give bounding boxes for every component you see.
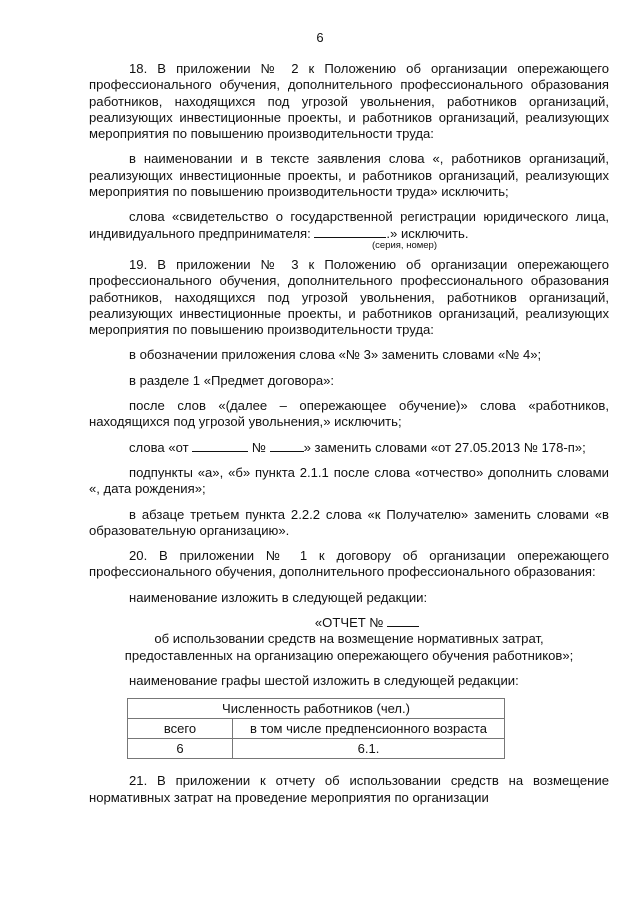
paragraph-18: 18. В приложении № 2 к Положению об организации опережающего профессионального обучения, дополнительного профессионального образования работников, находящихся под угрозой увольнения, работников организаций, реализующих инвестиционные проекты, и работников организаций, реализующих мероприятия по повышению производительности труда: — [89, 61, 609, 142]
paragraph-19: 19. В приложении № 3 к Положению об организации опережающего профессионального обучения, дополнительного профессионального образования работников, находящихся под угрозой увольнения, работников организаций, реализующих инвестиционные проекты, и работников организаций, реализующих мероприятия по повышению производительности труда: — [89, 256, 609, 338]
table-cell-total-number: 6 — [128, 739, 233, 759]
report-title-text: «ОТЧЕТ № — [314, 615, 388, 631]
series-number-blank — [314, 236, 386, 238]
table-row — [128, 739, 505, 759]
paragraph-18-item-2-text-a: слова «свидетельство о государственной регистрации юридического лица, индивидуального предпринимателя: — [89, 209, 609, 241]
table-row — [128, 699, 505, 719]
column-six-table — [127, 698, 505, 759]
paragraph-21: 21. В приложении к отчету об использовании средств на возмещение нормативных затрат на проведение мероприятия по организации — [89, 773, 609, 805]
document-body — [89, 61, 609, 815]
table-subheader-total: всего — [128, 719, 233, 739]
table-cell-preretirement-number: 6.1. — [233, 739, 505, 759]
blank-caption: (серия, номер) — [372, 239, 438, 251]
paragraph-20-item-2: наименование графы шестой изложить в следующей редакции: — [129, 672, 519, 688]
blank-caption-row — [89, 239, 609, 256]
paragraph-19-item-4 — [89, 440, 609, 456]
paragraph-19-item-4-text-c: » заменить словами «от 27.05.2013 № 178-п»; — [303, 439, 586, 455]
number-blank — [270, 450, 304, 452]
report-title-line-2: об использовании средств на возмещение нормативных затрат, — [154, 631, 544, 647]
paragraph-18-item-2-text-b: .» исключить. — [386, 225, 469, 241]
report-title-block — [89, 615, 609, 664]
page-number: 6 — [316, 30, 324, 45]
paragraph-19-item-6: в абзаце третьем пункта 2.2.2 слова «к Получателю» заменить словами «в образовательную организацию». — [89, 506, 609, 538]
report-title-line-3: предоставленных на организацию опережающего обучения работников»; — [124, 647, 574, 663]
paragraph-19-item-5: подпункты «а», «б» пункта 2.1.1 после слова «отчество» дополнить словами «, дата рождения»; — [89, 464, 609, 497]
paragraph-18-item-2 — [89, 209, 609, 242]
table-header-cell: Численность работников (чел.) — [128, 699, 505, 719]
paragraph-19-item-4-text-a: слова «от — [129, 439, 193, 455]
paragraph-19-item-1: в обозначении приложения слова «№ 3» заменить словами «№ 4»; — [129, 347, 542, 363]
report-number-blank — [387, 625, 419, 627]
paragraph-19-item-2: в разделе 1 «Предмет договора»: — [129, 372, 335, 388]
paragraph-20: 20. В приложении № 1 к договору об организации опережающего профессионального обучения, дополнительного профессионального образования: — [89, 548, 609, 580]
paragraph-19-item-3: после слов «(далее – опережающее обучение)» слова «работников, находящихся под угрозой увольнения,» исключить; — [89, 398, 609, 430]
table-row — [128, 719, 505, 739]
paragraph-20-item-1: наименование изложить в следующей редакции: — [129, 589, 428, 605]
table-subheader-preretirement: в том числе предпенсионного возраста — [233, 719, 505, 739]
report-title-line-1 — [89, 615, 609, 631]
paragraph-18-item-1: в наименовании и в тексте заявления слова «, работников организаций, реализующих инвестиционные проекты, и работников организаций, реализующих мероприятия по повышению производительности труда» исключить; — [89, 151, 609, 200]
paragraph-19-item-4-text-b: № — [248, 439, 270, 455]
date-blank — [192, 450, 248, 452]
